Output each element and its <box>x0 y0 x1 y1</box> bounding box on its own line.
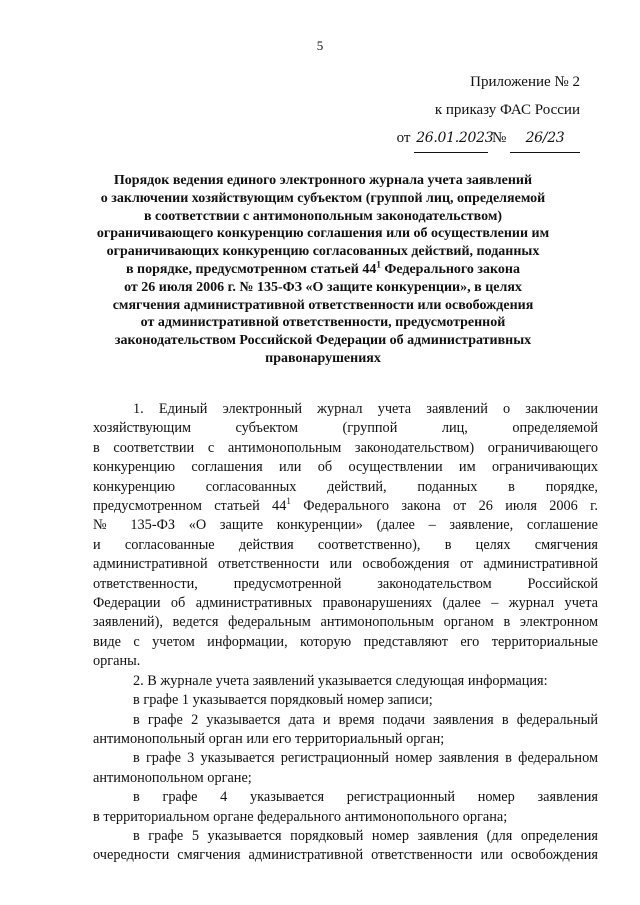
title-line: от 26 июля 2006 г. № 135-ФЗ «О защите конкуренции», в целях <box>124 279 522 295</box>
title-line: о заключении хозяйствующим субъектом (группой лиц, определяемой <box>100 190 546 206</box>
handwritten-number: 26/23 <box>510 124 580 153</box>
body-line: 1. Единый электронный журнал учета заявлений о заключении <box>133 401 598 417</box>
body-line: органы. <box>93 653 141 670</box>
footnote-superscript: 1 <box>376 259 381 270</box>
text-segment: предусмотренном статьей 44 <box>93 498 287 515</box>
body-line: хозяйствующим субъектом (группой лиц, определяемой <box>93 420 598 437</box>
body-line: в графе 2 указывается дата и время подачи заявления в федеральный <box>133 711 598 728</box>
title-line: Порядок ведения единого электронного журнала учета заявлений <box>113 173 533 188</box>
text-segment: в порядке, предусмотренном статьей 44 <box>126 261 377 277</box>
title-line: ограничивающих конкуренцию согласованных действий, поданных <box>106 244 540 260</box>
date-prefix: от <box>396 130 411 146</box>
title-line: законодательством Российской Федерации об административных <box>114 333 532 349</box>
body-line: Федерации об административных правонарушениях (далее – журнал учета <box>93 595 598 612</box>
body-line: в графе 5 указывается порядковый номер заявления (для определения <box>133 827 598 844</box>
appendix-block <box>340 68 580 153</box>
body-line <box>93 497 598 516</box>
handwritten-date: 26.01.2023 <box>414 124 488 153</box>
text-segment: Федерального закона от 26 июля 2006 г. <box>290 498 598 515</box>
body-line: ответственности, предусмотренной законодательством Российской <box>93 575 598 592</box>
body-line: 2. В журнале учета заявлений указывается следующая информация: <box>133 672 548 689</box>
title-line: смягчения административной ответственности или освобождения <box>112 297 534 313</box>
body-line: конкуренцию согласованных действий, поданных в порядке, <box>93 478 598 495</box>
text-segment: Федерального закона <box>380 261 520 277</box>
body-line: антимонопольном органе; <box>93 769 252 786</box>
body-line: в графе 1 указывается порядковый номер записи; <box>133 692 433 709</box>
body-line: виде с учетом информации, которую представляют его территориальные <box>93 633 598 650</box>
body-line: очередности смягчения административной ответственности или освобождения <box>93 847 598 864</box>
document-body <box>93 400 598 866</box>
appendix-title: Приложение № 2 <box>470 74 580 90</box>
appendix-date-number <box>340 124 580 153</box>
body-line: в графе 3 указывается регистрационный номер заявления в федеральном <box>133 750 598 767</box>
title-line: в соответствии с антимонопольным законодательством) <box>143 208 503 224</box>
document-title <box>75 172 571 368</box>
page-number: 5 <box>316 38 324 53</box>
footnote-superscript: 1 <box>286 496 291 507</box>
title-line: правонарушениях <box>265 350 381 366</box>
body-line: № 135-ФЗ «О защите конкуренции» (далее – заявление, соглашение <box>93 517 598 534</box>
title-line: от административной ответственности, предусмотренной <box>140 315 506 331</box>
title-line <box>75 261 571 279</box>
body-line: конкуренцию соглашения или об осуществлении им ограничивающих <box>93 459 598 476</box>
number-prefix: № <box>491 130 507 146</box>
appendix-order: к приказу ФАС России <box>434 102 580 118</box>
body-line: в графе 4 указывается регистрационный номер заявления <box>133 789 598 806</box>
body-line: в соответствии с антимонопольным законодательством) ограничивающего <box>93 439 598 456</box>
body-line: заявлений), ведется федеральным антимонопольным органом в электронном <box>93 614 598 631</box>
body-line: административной ответственности или освобождения от административной <box>93 556 598 573</box>
body-line: и согласованные действия соответственно), в целях смягчения <box>93 536 598 553</box>
title-line: ограничивающего конкуренцию соглашения или об осуществлении им <box>96 226 550 242</box>
body-line: антимонопольный орган или его территориальный орган; <box>93 730 445 747</box>
body-line: в территориальном органе федерального антимонопольного органа; <box>93 808 508 825</box>
